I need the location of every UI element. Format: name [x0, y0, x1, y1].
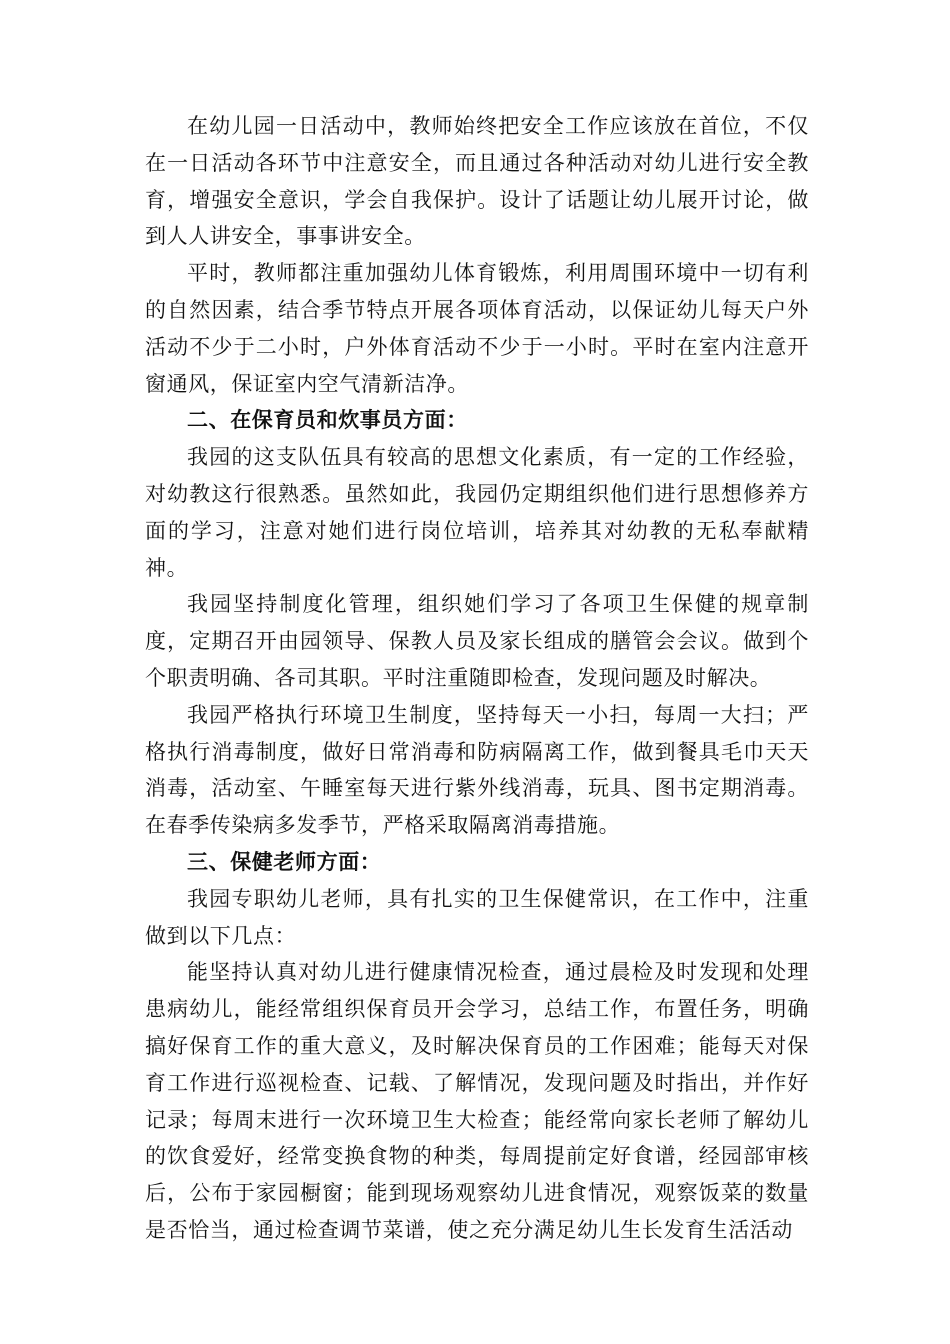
paragraph-hygiene-disinfection: 我园严格执行环境卫生制度，坚持每天一小扫，每周一大扫；严格执行消毒制度，做好日常消毒和防病隔离工作，做到餐具毛巾天天消毒，活动室、午睡室每天进行紫外线消毒，玩具、图书定期消毒。在春季传染病多发季节，严格采取隔离消毒措施。 [145, 702, 809, 838]
paragraph-safety-education: 在幼儿园一日活动中，教师始终把安全工作应该放在首位，不仅在一日活动各环节中注意安全，而且通过各种活动对幼儿进行安全教育，增强安全意识，学会自我保护。设计了话题让幼儿展开讨论，做到人人讲安全，事事讲安全。 [145, 114, 809, 249]
document-body [145, 108, 809, 1249]
section-heading-caregivers-cooks: 二、在保育员和炊事员方面： [187, 408, 468, 433]
paragraph-staff-quality: 我园的这支队伍具有较高的思想文化素质，有一定的工作经验，对幼教这行很熟悉。虽然如此，我园仍定期组织他们进行思想修养方面的学习，注意对她们进行岗位培训，培养其对幼教的无私奉献精神。 [145, 445, 809, 580]
section-heading-health-teacher: 三、保健老师方面： [187, 849, 382, 874]
paragraph-management-system: 我园坚持制度化管理，组织她们学习了各项卫生保健的规章制度，定期召开由园领导、保教人员及家长组成的膳管会会议。做到个个职责明确、各司其职。平时注重随即检查，发现问题及时解决。 [145, 592, 809, 690]
paragraph-health-teacher-intro: 我园专职幼儿老师，具有扎实的卫生保健常识，在工作中，注重做到以下几点： [145, 886, 809, 948]
paragraph-health-checks: 能坚持认真对幼儿进行健康情况检查，通过晨检及时发现和处理患病幼儿，能经常组织保育员开会学习，总结工作，布置任务，明确搞好保育工作的重大意义，及时解决保育员的工作困难；能每天对保育工作进行巡视检查、记载、了解情况，发现问题及时指出，并作好记录；每周末进行一次环境卫生大检查；能经常向家长老师了解幼儿的饮食爱好，经常变换食物的种类，每周提前定好食谱，经园部审核后，公布于家园橱窗；能到现场观察幼儿进食情况，观察饭菜的数量是否恰当，通过检查调节菜谱，使之充分满足幼儿生长发育生活活动 [145, 960, 809, 1242]
paragraph-physical-exercise: 平时，教师都注重加强幼儿体育锻炼，利用周围环境中一切有利的自然因素，结合季节特点开展各项体育活动，以保证幼儿每天户外活动不少于二小时，户外体育活动不少于一小时。平时在室内注意开窗通风，保证室内空气清新洁净。 [145, 261, 809, 396]
